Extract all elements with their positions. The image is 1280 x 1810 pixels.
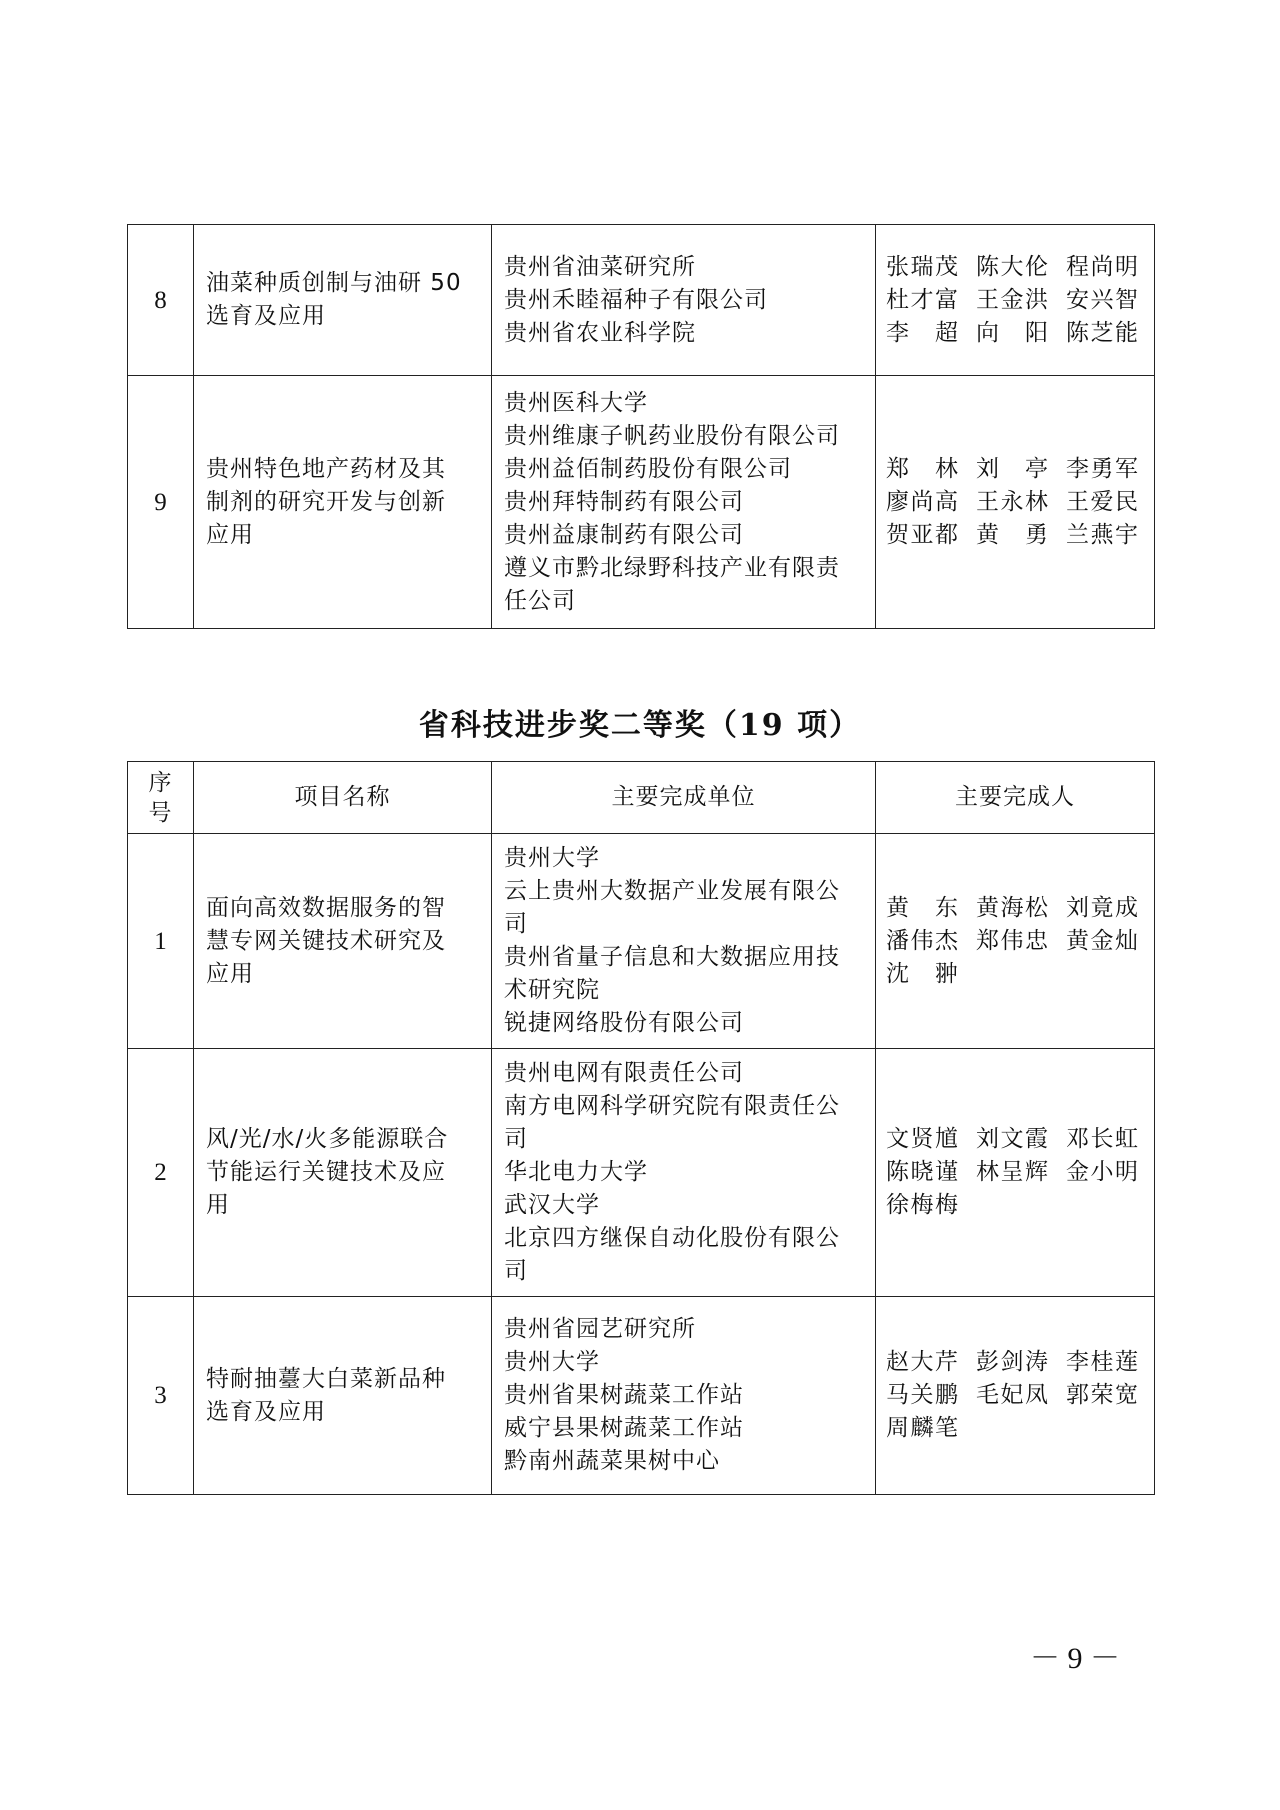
main-completers bbox=[876, 225, 1155, 376]
unit-line: 云上贵州大数据产业发展有限公 bbox=[504, 878, 840, 904]
person-name: 王爱民 bbox=[1066, 488, 1138, 515]
person-name: 兰燕宇 bbox=[1066, 521, 1138, 548]
project-name-line: 特耐抽薹大白菜新品种 bbox=[206, 1365, 446, 1392]
people-line bbox=[886, 317, 1144, 350]
people-line bbox=[886, 1156, 1144, 1189]
person-name: 陈大伦 bbox=[976, 253, 1048, 280]
person-name: 赵大芹 bbox=[886, 1349, 958, 1375]
header-number bbox=[128, 762, 194, 834]
award-table-continued bbox=[127, 224, 1155, 629]
person-name: 马关鹏 bbox=[886, 1382, 958, 1408]
project-name bbox=[194, 1297, 492, 1495]
completing-units bbox=[492, 1049, 876, 1297]
section-title: 省科技进步奖二等奖（19 项） bbox=[418, 708, 862, 743]
project-name-line: 油菜种质创制与油研 50 bbox=[206, 270, 462, 296]
project-name bbox=[194, 225, 492, 376]
project-name-line: 应用 bbox=[206, 960, 254, 987]
project-name-line: 慧专网关键技术研究及 bbox=[206, 927, 446, 954]
person-name: 沈翀 bbox=[886, 960, 958, 987]
people-line bbox=[886, 251, 1144, 284]
person-name: 李勇军 bbox=[1066, 455, 1138, 482]
person-name: 毛妃凤 bbox=[976, 1382, 1048, 1408]
person-name: 文贤馗 bbox=[886, 1126, 958, 1152]
person-name: 郑林 bbox=[886, 455, 958, 482]
project-name bbox=[194, 1049, 492, 1297]
person-name: 黄勇 bbox=[976, 521, 1048, 548]
unit-line: 南方电网科学研究院有限责任公 bbox=[504, 1093, 840, 1119]
table-header-row bbox=[128, 762, 1155, 834]
unit-line: 北京四方继保自动化股份有限公 bbox=[504, 1225, 840, 1251]
unit-line: 遵义市黔北绿野科技产业有限责 bbox=[504, 554, 840, 581]
people-line bbox=[886, 284, 1144, 317]
page-number: － 9 － bbox=[1030, 1642, 1120, 1675]
person-name: 陈芝能 bbox=[1066, 319, 1138, 346]
header-number-line: 序 bbox=[148, 769, 173, 796]
unit-line: 贵州禾睦福种子有限公司 bbox=[504, 286, 768, 313]
header-number-line: 号 bbox=[148, 799, 173, 826]
unit-line: 贵州大学 bbox=[504, 1349, 600, 1375]
unit-line: 威宁县果树蔬菜工作站 bbox=[504, 1415, 744, 1441]
project-name-line: 节能运行关键技术及应 bbox=[206, 1159, 446, 1185]
header-project-name: 项目名称 bbox=[194, 762, 492, 834]
table-row bbox=[128, 1049, 1155, 1297]
row-number: 2 bbox=[128, 1049, 194, 1297]
project-name-line: 风/光/水/火多能源联合 bbox=[206, 1126, 449, 1152]
project-name bbox=[194, 376, 492, 629]
person-name: 刘文霞 bbox=[976, 1126, 1048, 1152]
person-name: 黄海松 bbox=[976, 894, 1048, 921]
person-name: 陈晓谨 bbox=[886, 1159, 958, 1185]
award-table-second-prize bbox=[127, 761, 1155, 1495]
project-name-line: 用 bbox=[206, 1192, 230, 1218]
person-name: 张瑞茂 bbox=[886, 253, 958, 280]
person-name: 周麟笔 bbox=[886, 1415, 958, 1441]
person-name: 彭剑涛 bbox=[976, 1349, 1048, 1375]
main-completers bbox=[876, 1297, 1155, 1495]
unit-line: 华北电力大学 bbox=[504, 1159, 648, 1185]
project-name-line: 制剂的研究开发与创新 bbox=[206, 488, 446, 515]
unit-line: 司 bbox=[504, 1258, 528, 1284]
unit-line: 贵州益康制药有限公司 bbox=[504, 521, 744, 548]
unit-line: 贵州维康子帆药业股份有限公司 bbox=[504, 422, 840, 449]
table-row bbox=[128, 834, 1155, 1049]
unit-line: 贵州电网有限责任公司 bbox=[504, 1060, 744, 1086]
unit-line: 贵州拜特制药有限公司 bbox=[504, 488, 744, 515]
person-name: 金小明 bbox=[1066, 1159, 1138, 1185]
project-name-line: 选育及应用 bbox=[206, 303, 326, 329]
main-completers bbox=[876, 834, 1155, 1049]
unit-line: 术研究院 bbox=[504, 977, 600, 1003]
person-name: 徐梅梅 bbox=[886, 1192, 958, 1218]
person-name: 安兴智 bbox=[1066, 286, 1138, 313]
unit-line: 贵州省农业科学院 bbox=[504, 319, 696, 346]
people-line bbox=[886, 1346, 1144, 1379]
person-name: 廖尚高 bbox=[886, 488, 958, 515]
person-name: 林呈辉 bbox=[976, 1159, 1048, 1185]
people-line bbox=[886, 892, 1144, 925]
table-row bbox=[128, 376, 1155, 629]
unit-line: 贵州省园艺研究所 bbox=[504, 1316, 696, 1342]
completing-units bbox=[492, 834, 876, 1049]
row-number: 3 bbox=[128, 1297, 194, 1495]
people-line bbox=[886, 925, 1144, 958]
person-name: 刘亭 bbox=[976, 455, 1048, 482]
unit-line: 司 bbox=[504, 911, 528, 937]
person-name: 王永林 bbox=[976, 488, 1048, 515]
person-name: 李桂莲 bbox=[1066, 1349, 1138, 1375]
people-line bbox=[886, 958, 1144, 991]
table-row bbox=[128, 1297, 1155, 1495]
project-name-line: 应用 bbox=[206, 521, 254, 548]
project-name bbox=[194, 834, 492, 1049]
person-name: 刘竟成 bbox=[1066, 894, 1138, 921]
unit-line: 司 bbox=[504, 1126, 528, 1152]
unit-line: 贵州省果树蔬菜工作站 bbox=[504, 1382, 744, 1408]
unit-line: 贵州省量子信息和大数据应用技 bbox=[504, 944, 840, 970]
people-line bbox=[886, 486, 1144, 519]
person-name: 向阳 bbox=[976, 319, 1048, 346]
people-line bbox=[886, 453, 1144, 486]
project-name-line: 选育及应用 bbox=[206, 1398, 326, 1425]
completing-units bbox=[492, 1297, 876, 1495]
unit-line: 贵州大学 bbox=[504, 845, 600, 871]
header-people: 主要完成人 bbox=[876, 762, 1155, 834]
person-name: 黄东 bbox=[886, 894, 958, 921]
unit-line: 贵州省油菜研究所 bbox=[504, 253, 696, 280]
person-name: 贺亚都 bbox=[886, 521, 958, 548]
main-completers bbox=[876, 1049, 1155, 1297]
row-number: 1 bbox=[128, 834, 194, 1049]
people-line bbox=[886, 1123, 1144, 1156]
completing-units bbox=[492, 376, 876, 629]
project-name-line: 面向高效数据服务的智 bbox=[206, 894, 446, 921]
person-name: 李超 bbox=[886, 319, 958, 346]
unit-line: 黔南州蔬菜果树中心 bbox=[504, 1448, 720, 1474]
row-number: 8 bbox=[128, 225, 194, 376]
unit-line: 贵州益佰制药股份有限公司 bbox=[504, 455, 792, 482]
table-row bbox=[128, 225, 1155, 376]
unit-line: 贵州医科大学 bbox=[504, 389, 648, 416]
unit-line: 任公司 bbox=[504, 587, 576, 614]
people-line bbox=[886, 1189, 1144, 1222]
completing-units bbox=[492, 225, 876, 376]
person-name: 郑伟忠 bbox=[976, 927, 1048, 954]
people-line bbox=[886, 519, 1144, 552]
main-completers bbox=[876, 376, 1155, 629]
people-line bbox=[886, 1412, 1144, 1445]
row-number: 9 bbox=[128, 376, 194, 629]
person-name: 潘伟杰 bbox=[886, 927, 958, 954]
person-name: 邓长虹 bbox=[1066, 1126, 1138, 1152]
person-name: 郭荣宽 bbox=[1066, 1382, 1138, 1408]
person-name: 王金洪 bbox=[976, 286, 1048, 313]
people-line bbox=[886, 1379, 1144, 1412]
person-name: 黄金灿 bbox=[1066, 927, 1138, 954]
header-units: 主要完成单位 bbox=[492, 762, 876, 834]
project-name-line: 贵州特色地产药材及其 bbox=[206, 455, 446, 482]
person-name: 程尚明 bbox=[1066, 253, 1138, 280]
unit-line: 锐捷网络股份有限公司 bbox=[504, 1010, 744, 1036]
unit-line: 武汉大学 bbox=[504, 1192, 600, 1218]
person-name: 杜才富 bbox=[886, 286, 958, 313]
